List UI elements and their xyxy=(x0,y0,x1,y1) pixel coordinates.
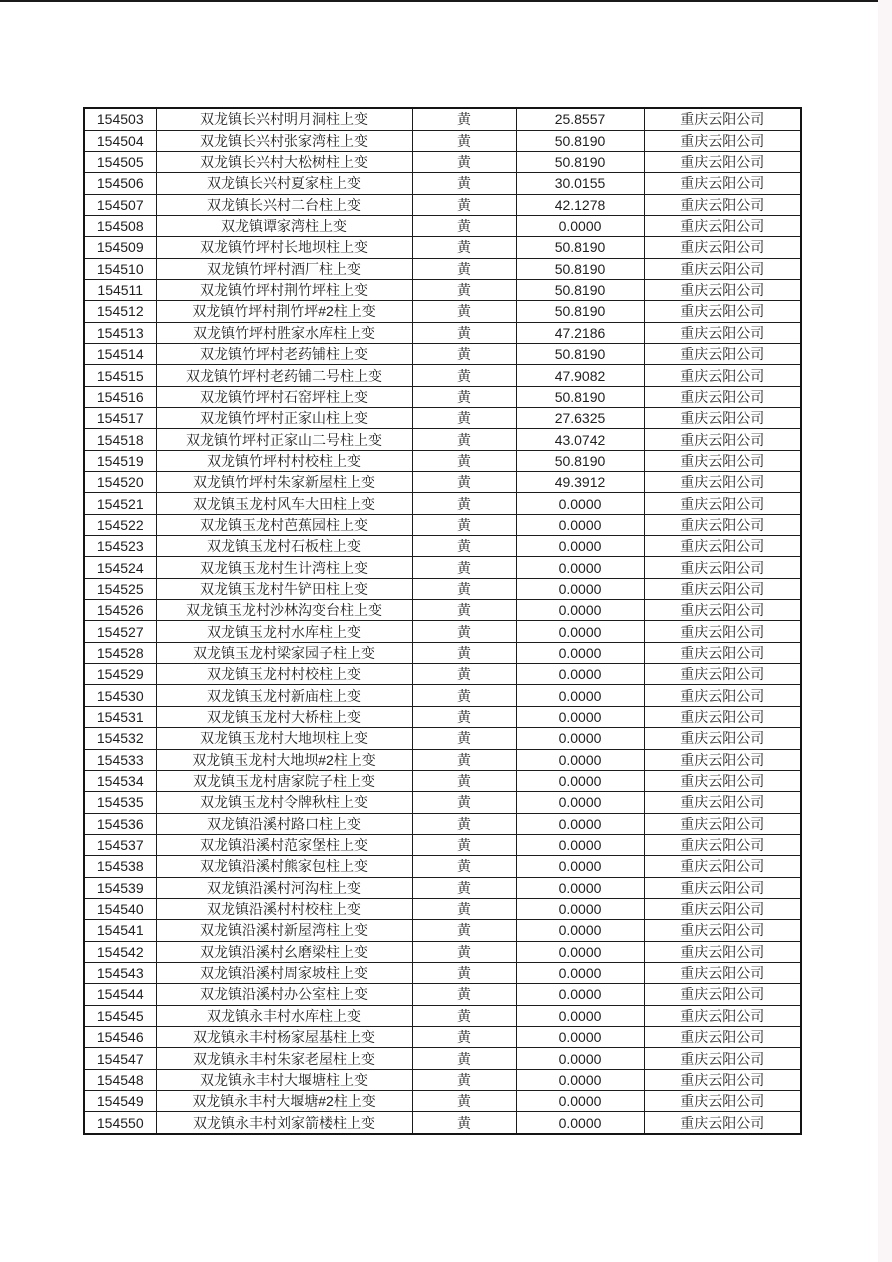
cell-value: 0.0000 xyxy=(516,898,644,919)
cell-site-name: 双龙镇玉龙村梁家园子柱上变 xyxy=(156,642,412,663)
cell-phase: 黄 xyxy=(412,365,516,386)
cell-value: 27.6325 xyxy=(516,408,644,429)
table-row xyxy=(84,151,801,172)
cell-site-name: 双龙镇玉龙村水库柱上变 xyxy=(156,621,412,642)
cell-phase: 黄 xyxy=(412,984,516,1005)
cell-site-name: 双龙镇永丰村大堰塘柱上变 xyxy=(156,1069,412,1090)
cell-phase: 黄 xyxy=(412,792,516,813)
cell-phase: 黄 xyxy=(412,578,516,599)
top-edge-bar xyxy=(0,0,886,2)
cell-site-name: 双龙镇沿溪村村校柱上变 xyxy=(156,898,412,919)
cell-record-id: 154539 xyxy=(84,877,156,898)
cell-value: 0.0000 xyxy=(516,1091,644,1112)
table-row xyxy=(84,1048,801,1069)
table-row xyxy=(84,194,801,215)
cell-value: 50.8190 xyxy=(516,258,644,279)
table-row xyxy=(84,279,801,300)
cell-company: 重庆云阳公司 xyxy=(644,493,801,514)
cell-company: 重庆云阳公司 xyxy=(644,728,801,749)
cell-company: 重庆云阳公司 xyxy=(644,408,801,429)
cell-site-name: 双龙镇竹坪村老药铺柱上变 xyxy=(156,343,412,364)
table-row xyxy=(84,1091,801,1112)
table-row xyxy=(84,685,801,706)
cell-company: 重庆云阳公司 xyxy=(644,1112,801,1134)
cell-phase: 黄 xyxy=(412,1005,516,1026)
cell-company: 重庆云阳公司 xyxy=(644,1005,801,1026)
cell-record-id: 154530 xyxy=(84,685,156,706)
cell-site-name: 双龙镇沿溪村河沟柱上变 xyxy=(156,877,412,898)
table-row xyxy=(84,792,801,813)
cell-company: 重庆云阳公司 xyxy=(644,706,801,727)
cell-value: 0.0000 xyxy=(516,1069,644,1090)
table-row xyxy=(84,173,801,194)
cell-value: 50.8190 xyxy=(516,386,644,407)
table-row xyxy=(84,472,801,493)
cell-site-name: 双龙镇竹坪村村校柱上变 xyxy=(156,450,412,471)
cell-value: 50.8190 xyxy=(516,130,644,151)
cell-value: 50.8190 xyxy=(516,237,644,258)
cell-value: 0.0000 xyxy=(516,514,644,535)
cell-site-name: 双龙镇玉龙村村校柱上变 xyxy=(156,664,412,685)
cell-phase: 黄 xyxy=(412,258,516,279)
cell-site-name: 双龙镇竹坪村长地坝柱上变 xyxy=(156,237,412,258)
table-row xyxy=(84,1005,801,1026)
cell-company: 重庆云阳公司 xyxy=(644,600,801,621)
cell-site-name: 双龙镇永丰村杨家屋基柱上变 xyxy=(156,1026,412,1047)
cell-phase: 黄 xyxy=(412,450,516,471)
cell-company: 重庆云阳公司 xyxy=(644,578,801,599)
cell-company: 重庆云阳公司 xyxy=(644,1091,801,1112)
table-row xyxy=(84,920,801,941)
cell-site-name: 双龙镇永丰村大堰塘#2柱上变 xyxy=(156,1091,412,1112)
cell-value: 0.0000 xyxy=(516,1005,644,1026)
cell-phase: 黄 xyxy=(412,514,516,535)
table-row xyxy=(84,941,801,962)
cell-record-id: 154536 xyxy=(84,813,156,834)
cell-phase: 黄 xyxy=(412,834,516,855)
cell-site-name: 双龙镇竹坪村正家山柱上变 xyxy=(156,408,412,429)
cell-phase: 黄 xyxy=(412,1026,516,1047)
cell-phase: 黄 xyxy=(412,664,516,685)
cell-record-id: 154544 xyxy=(84,984,156,1005)
cell-company: 重庆云阳公司 xyxy=(644,301,801,322)
cell-phase: 黄 xyxy=(412,386,516,407)
cell-value: 0.0000 xyxy=(516,1112,644,1134)
cell-site-name: 双龙镇长兴村大松树柱上变 xyxy=(156,151,412,172)
cell-record-id: 154516 xyxy=(84,386,156,407)
cell-phase: 黄 xyxy=(412,472,516,493)
cell-value: 0.0000 xyxy=(516,706,644,727)
cell-value: 30.0155 xyxy=(516,173,644,194)
cell-value: 0.0000 xyxy=(516,215,644,236)
cell-company: 重庆云阳公司 xyxy=(644,685,801,706)
table-row xyxy=(84,536,801,557)
cell-phase: 黄 xyxy=(412,173,516,194)
cell-value: 0.0000 xyxy=(516,792,644,813)
cell-site-name: 双龙镇竹坪村石窑坪柱上变 xyxy=(156,386,412,407)
cell-record-id: 154537 xyxy=(84,834,156,855)
cell-company: 重庆云阳公司 xyxy=(644,984,801,1005)
cell-value: 0.0000 xyxy=(516,834,644,855)
cell-site-name: 双龙镇竹坪村酒厂柱上变 xyxy=(156,258,412,279)
table-row xyxy=(84,1026,801,1047)
table-row xyxy=(84,130,801,151)
cell-value: 0.0000 xyxy=(516,1026,644,1047)
table-row xyxy=(84,578,801,599)
cell-site-name: 双龙镇玉龙村新庙柱上变 xyxy=(156,685,412,706)
cell-site-name: 双龙镇玉龙村令牌秋柱上变 xyxy=(156,792,412,813)
cell-site-name: 双龙镇长兴村明月洞柱上变 xyxy=(156,108,412,130)
cell-company: 重庆云阳公司 xyxy=(644,877,801,898)
cell-company: 重庆云阳公司 xyxy=(644,130,801,151)
table-row xyxy=(84,962,801,983)
table-row xyxy=(84,1112,801,1134)
cell-phase: 黄 xyxy=(412,941,516,962)
cell-phase: 黄 xyxy=(412,600,516,621)
cell-site-name: 双龙镇玉龙村大地坝柱上变 xyxy=(156,728,412,749)
cell-company: 重庆云阳公司 xyxy=(644,621,801,642)
cell-phase: 黄 xyxy=(412,962,516,983)
cell-value: 0.0000 xyxy=(516,536,644,557)
cell-phase: 黄 xyxy=(412,215,516,236)
cell-site-name: 双龙镇沿溪村周家坡柱上变 xyxy=(156,962,412,983)
cell-record-id: 154541 xyxy=(84,920,156,941)
cell-value: 25.8557 xyxy=(516,108,644,130)
cell-value: 50.8190 xyxy=(516,151,644,172)
cell-record-id: 154515 xyxy=(84,365,156,386)
table-row xyxy=(84,343,801,364)
cell-company: 重庆云阳公司 xyxy=(644,1069,801,1090)
cell-site-name: 双龙镇长兴村夏家柱上变 xyxy=(156,173,412,194)
cell-record-id: 154532 xyxy=(84,728,156,749)
cell-company: 重庆云阳公司 xyxy=(644,856,801,877)
cell-site-name: 双龙镇永丰村朱家老屋柱上变 xyxy=(156,1048,412,1069)
table-row xyxy=(84,215,801,236)
cell-phase: 黄 xyxy=(412,770,516,791)
cell-phase: 黄 xyxy=(412,685,516,706)
cell-value: 0.0000 xyxy=(516,493,644,514)
cell-phase: 黄 xyxy=(412,728,516,749)
cell-record-id: 154540 xyxy=(84,898,156,919)
cell-record-id: 154510 xyxy=(84,258,156,279)
table-row xyxy=(84,408,801,429)
cell-company: 重庆云阳公司 xyxy=(644,1026,801,1047)
cell-value: 43.0742 xyxy=(516,429,644,450)
cell-record-id: 154547 xyxy=(84,1048,156,1069)
cell-phase: 黄 xyxy=(412,279,516,300)
cell-phase: 黄 xyxy=(412,301,516,322)
cell-value: 42.1278 xyxy=(516,194,644,215)
cell-company: 重庆云阳公司 xyxy=(644,792,801,813)
cell-record-id: 154518 xyxy=(84,429,156,450)
cell-company: 重庆云阳公司 xyxy=(644,450,801,471)
cell-company: 重庆云阳公司 xyxy=(644,920,801,941)
cell-site-name: 双龙镇竹坪村胜家水库柱上变 xyxy=(156,322,412,343)
cell-value: 0.0000 xyxy=(516,962,644,983)
cell-value: 50.8190 xyxy=(516,450,644,471)
cell-record-id: 154546 xyxy=(84,1026,156,1047)
cell-record-id: 154550 xyxy=(84,1112,156,1134)
cell-site-name: 双龙镇沿溪村范家堡柱上变 xyxy=(156,834,412,855)
cell-phase: 黄 xyxy=(412,1048,516,1069)
cell-record-id: 154533 xyxy=(84,749,156,770)
cell-site-name: 双龙镇永丰村刘家箭楼柱上变 xyxy=(156,1112,412,1134)
cell-company: 重庆云阳公司 xyxy=(644,962,801,983)
table-row xyxy=(84,237,801,258)
cell-phase: 黄 xyxy=(412,813,516,834)
cell-record-id: 154535 xyxy=(84,792,156,813)
cell-record-id: 154508 xyxy=(84,215,156,236)
cell-site-name: 双龙镇玉龙村生计湾柱上变 xyxy=(156,557,412,578)
cell-phase: 黄 xyxy=(412,706,516,727)
cell-record-id: 154526 xyxy=(84,600,156,621)
cell-company: 重庆云阳公司 xyxy=(644,343,801,364)
cell-phase: 黄 xyxy=(412,343,516,364)
cell-company: 重庆云阳公司 xyxy=(644,834,801,855)
cell-value: 47.9082 xyxy=(516,365,644,386)
cell-site-name: 双龙镇永丰村水库柱上变 xyxy=(156,1005,412,1026)
cell-record-id: 154529 xyxy=(84,664,156,685)
cell-value: 0.0000 xyxy=(516,920,644,941)
cell-record-id: 154506 xyxy=(84,173,156,194)
cell-value: 50.8190 xyxy=(516,301,644,322)
cell-phase: 黄 xyxy=(412,194,516,215)
cell-site-name: 双龙镇玉龙村大桥柱上变 xyxy=(156,706,412,727)
table-row xyxy=(84,600,801,621)
cell-site-name: 双龙镇长兴村二台柱上变 xyxy=(156,194,412,215)
table-row xyxy=(84,642,801,663)
cell-value: 50.8190 xyxy=(516,279,644,300)
table-row xyxy=(84,770,801,791)
cell-record-id: 154517 xyxy=(84,408,156,429)
table-row xyxy=(84,322,801,343)
cell-value: 0.0000 xyxy=(516,685,644,706)
table-row xyxy=(84,514,801,535)
cell-company: 重庆云阳公司 xyxy=(644,429,801,450)
cell-site-name: 双龙镇玉龙村芭蕉园柱上变 xyxy=(156,514,412,535)
cell-site-name: 双龙镇玉龙村牛铲田柱上变 xyxy=(156,578,412,599)
cell-site-name: 双龙镇竹坪村老药铺二号柱上变 xyxy=(156,365,412,386)
cell-company: 重庆云阳公司 xyxy=(644,322,801,343)
right-edge-strip xyxy=(878,0,892,1262)
cell-company: 重庆云阳公司 xyxy=(644,279,801,300)
cell-value: 0.0000 xyxy=(516,578,644,599)
cell-record-id: 154509 xyxy=(84,237,156,258)
cell-company: 重庆云阳公司 xyxy=(644,386,801,407)
cell-phase: 黄 xyxy=(412,642,516,663)
cell-site-name: 双龙镇玉龙村唐家院子柱上变 xyxy=(156,770,412,791)
cell-phase: 黄 xyxy=(412,493,516,514)
cell-record-id: 154522 xyxy=(84,514,156,535)
cell-phase: 黄 xyxy=(412,877,516,898)
cell-site-name: 双龙镇长兴村张家湾柱上变 xyxy=(156,130,412,151)
table-row xyxy=(84,749,801,770)
cell-site-name: 双龙镇沿溪村路口柱上变 xyxy=(156,813,412,834)
cell-site-name: 双龙镇竹坪村朱家新屋柱上变 xyxy=(156,472,412,493)
cell-record-id: 154513 xyxy=(84,322,156,343)
cell-value: 0.0000 xyxy=(516,856,644,877)
table-row xyxy=(84,450,801,471)
cell-company: 重庆云阳公司 xyxy=(644,237,801,258)
cell-record-id: 154528 xyxy=(84,642,156,663)
cell-phase: 黄 xyxy=(412,408,516,429)
cell-value: 0.0000 xyxy=(516,941,644,962)
cell-company: 重庆云阳公司 xyxy=(644,151,801,172)
table-row xyxy=(84,365,801,386)
cell-site-name: 双龙镇沿溪村熊家包柱上变 xyxy=(156,856,412,877)
cell-site-name: 双龙镇玉龙村石板柱上变 xyxy=(156,536,412,557)
cell-company: 重庆云阳公司 xyxy=(644,365,801,386)
table-row xyxy=(84,984,801,1005)
cell-record-id: 154511 xyxy=(84,279,156,300)
cell-phase: 黄 xyxy=(412,920,516,941)
cell-value: 0.0000 xyxy=(516,877,644,898)
cell-record-id: 154514 xyxy=(84,343,156,364)
cell-site-name: 双龙镇竹坪村正家山二号柱上变 xyxy=(156,429,412,450)
cell-record-id: 154543 xyxy=(84,962,156,983)
cell-phase: 黄 xyxy=(412,749,516,770)
cell-record-id: 154507 xyxy=(84,194,156,215)
cell-company: 重庆云阳公司 xyxy=(644,215,801,236)
cell-phase: 黄 xyxy=(412,108,516,130)
cell-phase: 黄 xyxy=(412,237,516,258)
cell-value: 0.0000 xyxy=(516,664,644,685)
table-row xyxy=(84,706,801,727)
cell-value: 0.0000 xyxy=(516,770,644,791)
cell-record-id: 154525 xyxy=(84,578,156,599)
cell-value: 0.0000 xyxy=(516,1048,644,1069)
cell-company: 重庆云阳公司 xyxy=(644,664,801,685)
cell-record-id: 154523 xyxy=(84,536,156,557)
cell-company: 重庆云阳公司 xyxy=(644,941,801,962)
cell-value: 0.0000 xyxy=(516,728,644,749)
cell-phase: 黄 xyxy=(412,557,516,578)
table-row xyxy=(84,493,801,514)
cell-record-id: 154520 xyxy=(84,472,156,493)
table-row xyxy=(84,877,801,898)
cell-company: 重庆云阳公司 xyxy=(644,258,801,279)
cell-value: 0.0000 xyxy=(516,984,644,1005)
cell-value: 0.0000 xyxy=(516,600,644,621)
table-row xyxy=(84,258,801,279)
cell-company: 重庆云阳公司 xyxy=(644,557,801,578)
cell-site-name: 双龙镇沿溪村办公室柱上变 xyxy=(156,984,412,1005)
cell-site-name: 双龙镇玉龙村大地坝#2柱上变 xyxy=(156,749,412,770)
table-row xyxy=(84,664,801,685)
cell-phase: 黄 xyxy=(412,536,516,557)
table-row xyxy=(84,856,801,877)
cell-record-id: 154548 xyxy=(84,1069,156,1090)
cell-company: 重庆云阳公司 xyxy=(644,898,801,919)
table-row xyxy=(84,1069,801,1090)
cell-company: 重庆云阳公司 xyxy=(644,173,801,194)
cell-value: 49.3912 xyxy=(516,472,644,493)
cell-record-id: 154519 xyxy=(84,450,156,471)
cell-record-id: 154505 xyxy=(84,151,156,172)
cell-record-id: 154503 xyxy=(84,108,156,130)
cell-site-name: 双龙镇竹坪村荆竹坪柱上变 xyxy=(156,279,412,300)
cell-company: 重庆云阳公司 xyxy=(644,770,801,791)
cell-record-id: 154512 xyxy=(84,301,156,322)
table-row xyxy=(84,898,801,919)
cell-site-name: 双龙镇竹坪村荆竹坪#2柱上变 xyxy=(156,301,412,322)
cell-value: 0.0000 xyxy=(516,749,644,770)
cell-site-name: 双龙镇玉龙村沙林沟变台柱上变 xyxy=(156,600,412,621)
table-row xyxy=(84,813,801,834)
table-row xyxy=(84,301,801,322)
cell-record-id: 154521 xyxy=(84,493,156,514)
cell-company: 重庆云阳公司 xyxy=(644,108,801,130)
cell-company: 重庆云阳公司 xyxy=(644,642,801,663)
cell-company: 重庆云阳公司 xyxy=(644,813,801,834)
table-row xyxy=(84,621,801,642)
cell-value: 0.0000 xyxy=(516,621,644,642)
cell-phase: 黄 xyxy=(412,1112,516,1134)
table-body xyxy=(84,108,801,1134)
cell-company: 重庆云阳公司 xyxy=(644,472,801,493)
cell-company: 重庆云阳公司 xyxy=(644,749,801,770)
cell-record-id: 154538 xyxy=(84,856,156,877)
cell-phase: 黄 xyxy=(412,429,516,450)
cell-record-id: 154504 xyxy=(84,130,156,151)
table-row xyxy=(84,834,801,855)
table-row xyxy=(84,557,801,578)
cell-phase: 黄 xyxy=(412,151,516,172)
cell-record-id: 154542 xyxy=(84,941,156,962)
cell-value: 47.2186 xyxy=(516,322,644,343)
cell-record-id: 154534 xyxy=(84,770,156,791)
cell-record-id: 154527 xyxy=(84,621,156,642)
cell-phase: 黄 xyxy=(412,1091,516,1112)
cell-site-name: 双龙镇玉龙村风车大田柱上变 xyxy=(156,493,412,514)
cell-company: 重庆云阳公司 xyxy=(644,536,801,557)
cell-phase: 黄 xyxy=(412,130,516,151)
cell-phase: 黄 xyxy=(412,856,516,877)
cell-site-name: 双龙镇谭家湾柱上变 xyxy=(156,215,412,236)
cell-record-id: 154545 xyxy=(84,1005,156,1026)
cell-company: 重庆云阳公司 xyxy=(644,1048,801,1069)
cell-company: 重庆云阳公司 xyxy=(644,514,801,535)
cell-phase: 黄 xyxy=(412,1069,516,1090)
cell-phase: 黄 xyxy=(412,621,516,642)
table-row xyxy=(84,728,801,749)
cell-record-id: 154524 xyxy=(84,557,156,578)
cell-value: 50.8190 xyxy=(516,343,644,364)
cell-record-id: 154531 xyxy=(84,706,156,727)
cell-record-id: 154549 xyxy=(84,1091,156,1112)
cell-company: 重庆云阳公司 xyxy=(644,194,801,215)
cell-site-name: 双龙镇沿溪村新屋湾柱上变 xyxy=(156,920,412,941)
table-row xyxy=(84,386,801,407)
cell-value: 0.0000 xyxy=(516,557,644,578)
cell-value: 0.0000 xyxy=(516,813,644,834)
transformer-table xyxy=(83,107,802,1135)
cell-phase: 黄 xyxy=(412,322,516,343)
cell-site-name: 双龙镇沿溪村幺磨梁柱上变 xyxy=(156,941,412,962)
table-row xyxy=(84,108,801,130)
table-row xyxy=(84,429,801,450)
cell-value: 0.0000 xyxy=(516,642,644,663)
cell-phase: 黄 xyxy=(412,898,516,919)
